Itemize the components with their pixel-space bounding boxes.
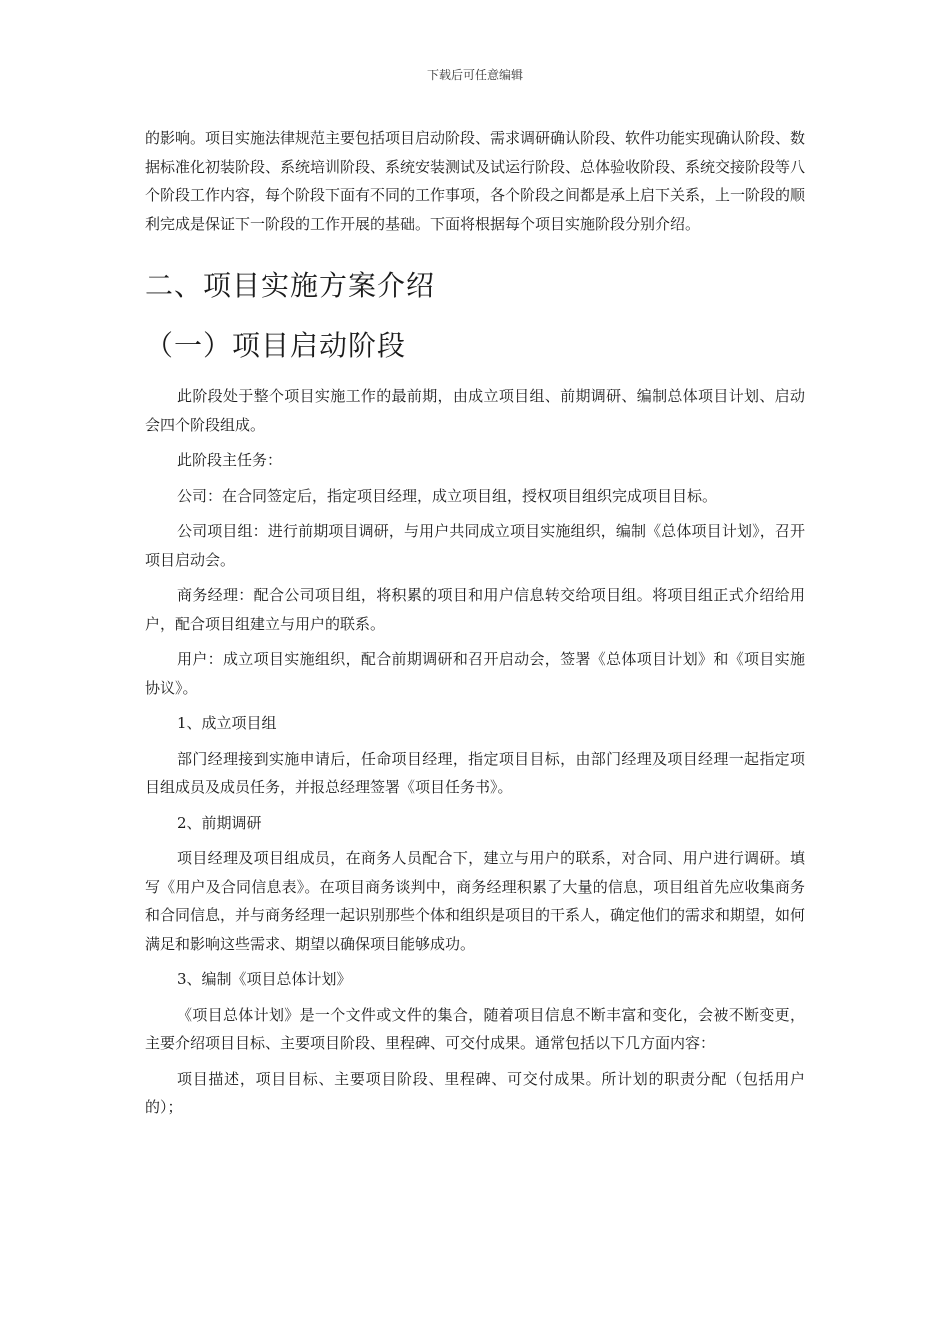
paragraph: 项目描述，项目目标、主要项目阶段、里程碑、可交付成果。所计划的职责分配（包括用户的）； xyxy=(145,1069,805,1116)
subsection-heading: （一）项目启动阶段 xyxy=(145,329,407,362)
paragraph: 此阶段主任务： xyxy=(177,451,283,469)
document-body xyxy=(145,124,805,1129)
paragraph: 公司：在合同签定后，指定项目经理，成立项目组，授权项目组织完成项目目标。 xyxy=(177,486,718,505)
list-heading: 2、前期调研 xyxy=(177,813,262,832)
paragraph: 用户：成立项目实施组织，配合前期调研和召开启动会，签署《总体项目计划》和《项目实施协议》。 xyxy=(145,650,805,697)
paragraph: 部门经理接到实施申请后，任命项目经理，指定项目目标，由部门经理及项目经理一起指定项目组成员及成员任务，并报总经理签署《项目任务书》。 xyxy=(145,749,805,796)
section-heading: 二、项目实施方案介绍 xyxy=(145,269,436,302)
paragraph: 商务经理：配合公司项目组，将积累的项目和用户信息转交给项目组。将项目组正式介绍给用户，配合项目组建立与用户的联系。 xyxy=(145,586,805,633)
page-header: 下载后可任意编辑 xyxy=(426,68,523,82)
list-heading: 3、编制《项目总体计划》 xyxy=(177,970,352,988)
paragraph: 此阶段处于整个项目实施工作的最前期，由成立项目组、前期调研、编制总体项目计划、启动会四个阶段组成。 xyxy=(145,387,805,434)
list-heading: 1、成立项目组 xyxy=(177,714,277,732)
paragraph: 公司项目组：进行前期项目调研，与用户共同成立项目实施组织，编制《总体项目计划》，召开项目启动会。 xyxy=(145,522,805,569)
paragraph: 项目经理及项目组成员，在商务人员配合下，建立与用户的联系，对合同、用户进行调研。填写《用户及合同信息表》。在项目商务谈判中，商务经理积累了大量的信息，项目组首先应收集商务和合同信息，并与商务经理一起识别那些个体和组织是项目的干系人，确定他们的需求和期望，如何满足和影响这些需求、期望以确保项目能够成功。 xyxy=(145,849,806,953)
paragraph: 《项目总体计划》是一个文件或文件的集合，随着项目信息不断丰富和变化，会被不断变更，主要介绍项目目标、主要项目阶段、里程碑、可交付成果。通常包括以下几方面内容： xyxy=(145,1005,805,1052)
intro-paragraph: 的影响。项目实施法律规范主要包括项目启动阶段、需求调研确认阶段、软件功能实现确认阶段、数据标准化初装阶段、系统培训阶段、系统安装测试及试运行阶段、总体验收阶段、系统交接阶段等八个阶段工作内容，每个阶段下面有不同的工作事项，各个阶段之间都是承上启下关系，上一阶段的顺利完成是保证下一阶段的工作开展的基础。下面将根据每个项目实施阶段分别介绍。 xyxy=(145,129,806,233)
